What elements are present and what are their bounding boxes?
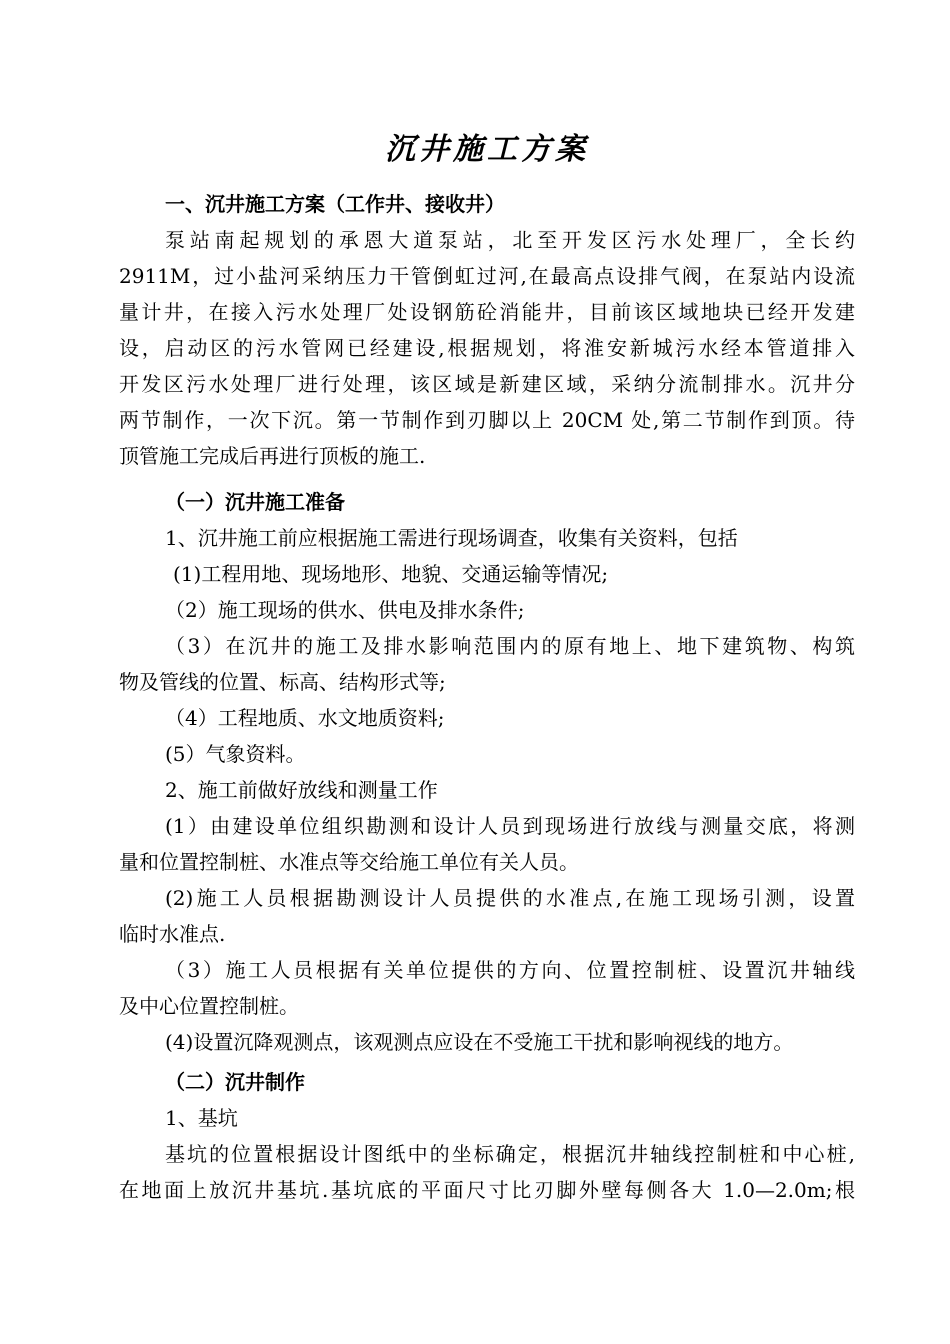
paragraph-line: 设，启动区的污水管网已经建设,根据规划，将淮安新城污水经本管道排入 — [119, 336, 855, 360]
list-item: (1)工程用地、现场地形、地貌、交通运输等情况; — [173, 562, 609, 586]
paragraph-line: 在地面上放沉井基坑.基坑底的平面尺寸比刃脚外壁每侧各大 1.0—2.0m;根 — [119, 1178, 855, 1202]
paragraph-line: 泵站南起规划的承恩大道泵站，北至开发区污水处理厂，全长约 — [165, 228, 855, 252]
section-heading: 一、沉井施工方案（工作井、接收井） — [165, 192, 505, 216]
paragraph-line: 两节制作，一次下沉。第一节制作到刃脚以上 20CM 处,第二节制作到顶。待 — [119, 408, 855, 432]
list-item: 量和位置控制桩、水准点等交给施工单位有关人员。 — [119, 850, 579, 874]
list-item: 1、基坑 — [165, 1106, 238, 1130]
list-item: 物及管线的位置、标高、结构形式等; — [119, 670, 446, 694]
paragraph-line: 顶管施工完成后再进行顶板的施工. — [119, 444, 426, 468]
list-item: （3）施工人员根据有关单位提供的方向、位置控制桩、设置沉井轴线 — [165, 958, 855, 982]
list-item: 临时水准点. — [119, 922, 226, 946]
subsection-heading: （一）沉井施工准备 — [165, 490, 345, 514]
list-item: （2）施工现场的供水、供电及排水条件; — [165, 598, 525, 622]
list-item: (4)设置沉降观测点，该观测点应设在不受施工干扰和影响视线的地方。 — [165, 1030, 794, 1054]
document-title: 沉井施工方案 — [385, 132, 589, 167]
list-item: 2、施工前做好放线和测量工作 — [165, 778, 438, 802]
list-item: （3）在沉井的施工及排水影响范围内的原有地上、地下建筑物、构筑 — [165, 634, 855, 658]
paragraph-line: 2911M，过小盐河采纳压力干管倒虹过河,在最高点设排气阀，在泵站内设流 — [119, 264, 855, 288]
list-item: (1）由建设单位组织勘测和设计人员到现场进行放线与测量交底，将测 — [165, 814, 855, 838]
paragraph-line: 量计井，在接入污水处理厂处设钢筋砼消能井，目前该区域地块已经开发建 — [119, 300, 855, 324]
list-item: （4）工程地质、水文地质资料; — [165, 706, 445, 730]
subsection-heading: （二）沉井制作 — [165, 1070, 305, 1094]
list-item: 及中心位置控制桩。 — [119, 994, 299, 1018]
paragraph-line: 基坑的位置根据设计图纸中的坐标确定，根据沉井轴线控制桩和中心桩, — [165, 1142, 855, 1166]
paragraph-line: 开发区污水处理厂进行处理，该区域是新建区域，采纳分流制排水。沉井分 — [119, 372, 855, 396]
list-item: 1、沉井施工前应根据施工需进行现场调查，收集有关资料，包括 — [165, 526, 738, 550]
list-item: (2)施工人员根据勘测设计人员提供的水准点,在施工现场引测，设置 — [165, 886, 855, 910]
list-item: (5）气象资料。 — [165, 742, 306, 766]
